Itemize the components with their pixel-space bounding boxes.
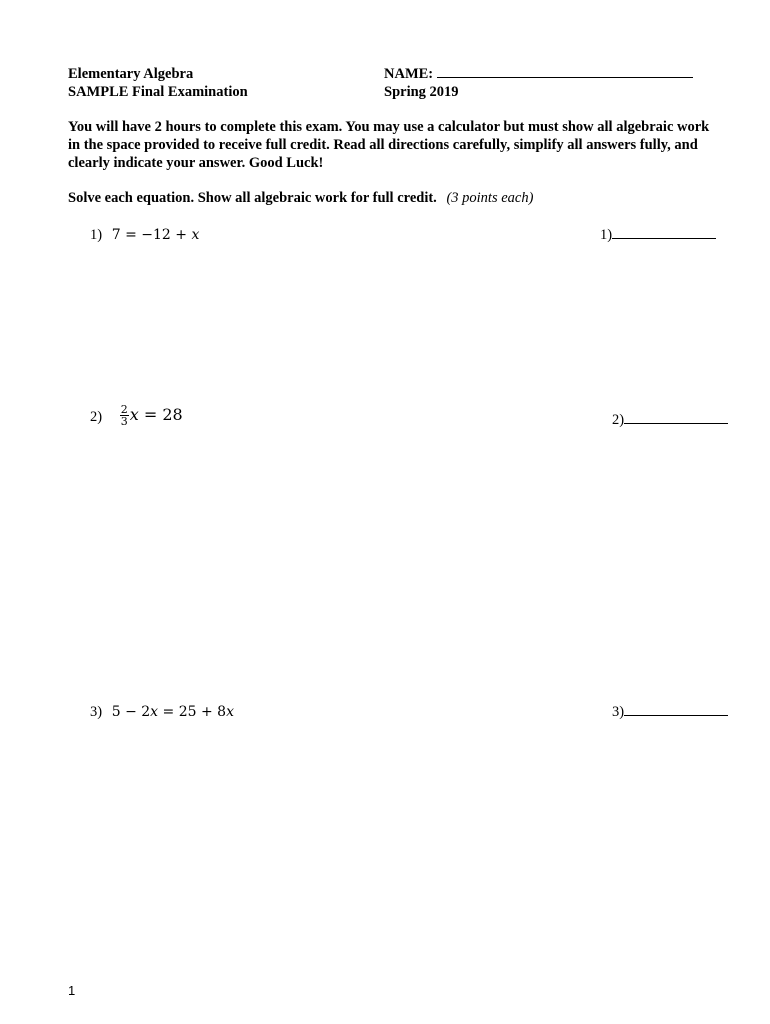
exam-instructions: You will have 2 hours to complete this exam. You may use a calculator but must show all algebraic work in the space provided to receive full credit. Read all directions carefully, simplify all answers fully, and clearly indicate your answer. Good Luck! [68, 119, 710, 171]
answer-1-blank[interactable] [612, 238, 716, 239]
answer-1[interactable] [600, 226, 716, 244]
answer-3-blank[interactable] [624, 715, 728, 716]
course-title: Elementary Algebra [68, 66, 194, 82]
problem-2-number: 2) [90, 408, 103, 425]
problem-1 [90, 226, 199, 244]
name-field[interactable] [384, 65, 693, 83]
answer-1-label: 1) [600, 227, 613, 243]
page-number: 1 [68, 983, 76, 998]
problem-3-number: 3) [90, 704, 103, 720]
answer-2-blank[interactable] [624, 423, 728, 424]
answer-3[interactable] [612, 703, 728, 721]
section-points: (3 points each) [446, 190, 534, 206]
answer-2[interactable] [612, 411, 728, 429]
section-heading-text: Solve each equation. Show all algebraic work for full credit. [68, 190, 437, 206]
problem-2-equation: $\frac{2}{3}$ x = 28 [120, 403, 183, 428]
answer-3-label: 3) [612, 704, 625, 720]
problem-3 [90, 703, 234, 721]
term-label: Spring 2019 [384, 84, 459, 100]
name-label: NAME: [384, 66, 434, 82]
exam-title: SAMPLE Final Examination [68, 84, 248, 100]
section-heading [68, 189, 533, 207]
problem-1-number: 1) [90, 227, 103, 243]
problem-1-equation: 7 = −12 + x [111, 227, 200, 243]
problem-3-equation: 5 − 2x = 25 + 8x [111, 704, 234, 720]
name-blank[interactable] [437, 77, 693, 78]
answer-2-label: 2) [612, 412, 625, 428]
problem-2 [90, 404, 183, 427]
